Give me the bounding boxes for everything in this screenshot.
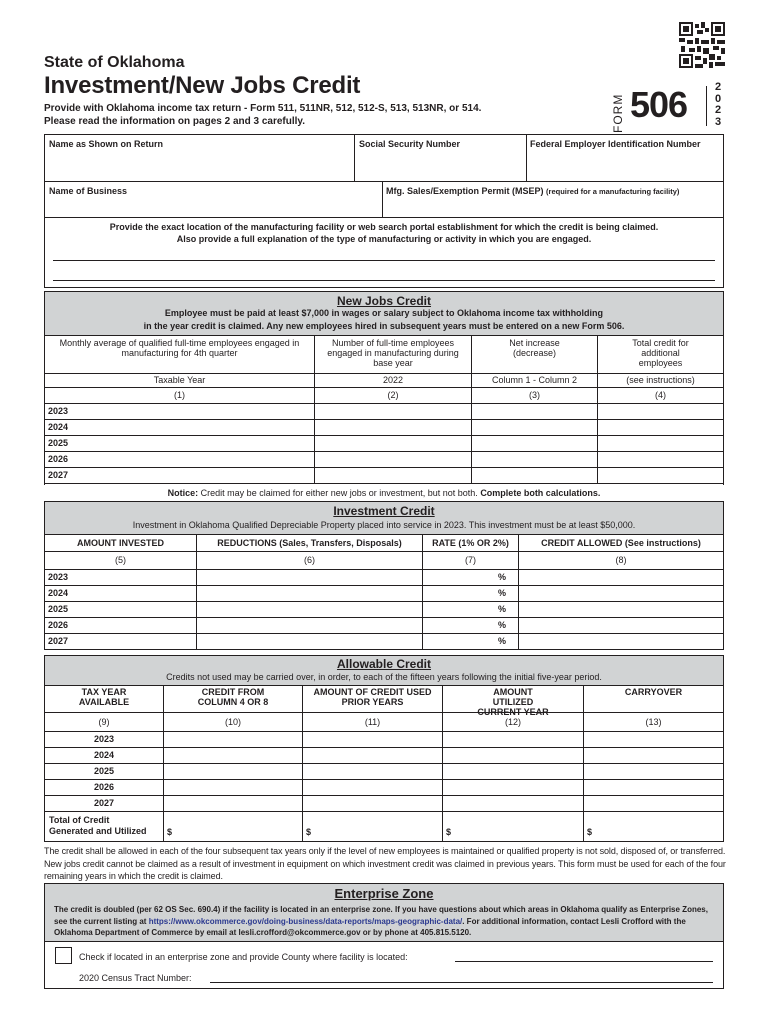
enterprise-text-1: The credit is doubled (per 62 OS Sec. 690.4) if the facility is located in an enterprise zone. If you have questions about which areas in Oklahoma qualify as Enterprise Zones, see the current listing at: [54, 905, 708, 926]
tax-year-digit: 2: [714, 104, 722, 116]
total-col13[interactable]: [584, 812, 723, 842]
al-col12-num: (12): [443, 713, 584, 732]
census-tract-field[interactable]: [210, 982, 713, 983]
inv-input[interactable]: [519, 634, 723, 650]
inv-year: 2027: [45, 634, 197, 650]
nj-input[interactable]: [598, 404, 723, 420]
nj-input[interactable]: [315, 404, 472, 420]
inv-rate[interactable]: [423, 634, 519, 650]
location-box: [44, 218, 724, 288]
dollar-sign: $: [446, 827, 452, 837]
identification-box: [44, 134, 724, 218]
nj-input[interactable]: [472, 452, 598, 468]
table-row: [45, 468, 723, 484]
enterprise-zone-header: [45, 884, 723, 942]
nj-input[interactable]: [472, 404, 598, 420]
ssn-field[interactable]: [355, 135, 527, 182]
al-input[interactable]: [584, 732, 723, 748]
inv-rate[interactable]: [423, 570, 519, 586]
nj-col3-sub: Column 1 - Column 2: [472, 374, 598, 388]
inv-col7-num: (7): [423, 552, 519, 570]
name-on-return-label: Name as Shown on Return: [49, 139, 164, 149]
inv-col5-head: AMOUNT INVESTED: [45, 535, 197, 552]
total-row: [45, 812, 723, 842]
inv-year: 2026: [45, 618, 197, 634]
al-input[interactable]: [303, 748, 443, 764]
allowable-header: [44, 655, 724, 686]
percent-sign: %: [497, 636, 506, 646]
nj-col1-head: Monthly average of qualified full-time employees engaged in manufacturing for 4th quarter: [45, 336, 315, 374]
al-col9-num: (9): [45, 713, 164, 732]
qr-code: [679, 22, 725, 68]
header-instruction-2: Please read the information on pages 2 and 3 carefully.: [44, 116, 306, 127]
table-row: [45, 732, 723, 748]
nj-year: 2025: [45, 436, 315, 452]
percent-sign: %: [497, 572, 506, 582]
nj-input[interactable]: [315, 468, 472, 484]
investment-table: [44, 535, 724, 650]
investment-header: [44, 501, 724, 535]
al-input[interactable]: [584, 764, 723, 780]
nj-input[interactable]: [598, 436, 723, 452]
inv-col6-head: REDUCTIONS (Sales, Transfers, Disposals): [197, 535, 423, 552]
investment-title: Investment Credit: [333, 504, 435, 518]
nj-col2-head: Number of full-time employees engaged in manufacturing during base year: [315, 336, 472, 374]
table-row: [45, 420, 723, 436]
inv-input[interactable]: [197, 586, 423, 602]
dollar-sign: $: [587, 827, 593, 837]
al-input[interactable]: [164, 748, 303, 764]
al-col11-head: AMOUNT OF CREDIT USED PRIOR YEARS: [303, 686, 443, 713]
notice-text: Credit may be claimed for either new jobs or investment, but not both.: [198, 488, 481, 498]
al-year: 2023: [45, 732, 164, 748]
al-year: 2025: [45, 764, 164, 780]
table-row: [45, 618, 723, 634]
enterprise-text-2: . For additional information, contact Lesli Crofford with the Oklahoma Department of Commerce by email at lesli.crofford@okcommerce.gov or by phone at 405.815.5120.: [54, 916, 686, 937]
inv-input[interactable]: [519, 618, 723, 634]
fein-field[interactable]: [527, 135, 723, 182]
al-input[interactable]: [303, 764, 443, 780]
inv-input[interactable]: [197, 602, 423, 618]
inv-input[interactable]: [197, 634, 423, 650]
al-input[interactable]: [164, 780, 303, 796]
location-instruction-2: Also provide a full explanation of the type of manufacturing or activity in which you are engaged.: [176, 234, 592, 244]
table-row: [45, 404, 723, 420]
total-label-line-2: Generated and Utilized: [49, 826, 147, 836]
nj-input[interactable]: [472, 468, 598, 484]
nj-input[interactable]: [598, 420, 723, 436]
msep-label: Mfg. Sales/Exemption Permit (MSEP): [386, 186, 544, 196]
al-col13-num: (13): [584, 713, 723, 732]
enterprise-zone-box: [44, 883, 724, 989]
nj-col2-sub: 2022: [315, 374, 472, 388]
inv-col5-num: (5): [45, 552, 197, 570]
enterprise-zone-title: Enterprise Zone: [334, 886, 434, 901]
percent-sign: %: [497, 588, 506, 598]
location-instruction-1: Provide the exact location of the manufacturing facility or web search portal establishment for which the credit is being claimed.: [109, 222, 659, 232]
total-col11[interactable]: [303, 812, 443, 842]
nj-col3-head: Net increase (decrease): [472, 336, 598, 374]
table-row: [45, 436, 723, 452]
al-year: 2027: [45, 796, 164, 812]
tax-year: [713, 82, 723, 128]
total-col10[interactable]: [164, 812, 303, 842]
dollar-sign: $: [306, 827, 312, 837]
table-row: [45, 570, 723, 586]
inv-year: 2025: [45, 602, 197, 618]
nj-col2-num: (2): [315, 388, 472, 404]
al-input[interactable]: [443, 764, 584, 780]
enterprise-zone-text: [54, 904, 717, 939]
allowable-title: Allowable Credit: [336, 657, 431, 671]
al-col10-num: (10): [164, 713, 303, 732]
nj-year: 2023: [45, 404, 315, 420]
al-input[interactable]: [443, 732, 584, 748]
nj-col3-num: (3): [472, 388, 598, 404]
inv-year: 2024: [45, 586, 197, 602]
al-input[interactable]: [443, 748, 584, 764]
inv-input[interactable]: [519, 602, 723, 618]
nj-col4-head: Total credit for additional employees: [598, 336, 723, 374]
inv-input[interactable]: [197, 570, 423, 586]
nj-input[interactable]: [315, 452, 472, 468]
nj-input[interactable]: [315, 436, 472, 452]
inv-col8-num: (8): [519, 552, 723, 570]
total-label: [45, 812, 164, 842]
inv-input[interactable]: [519, 586, 723, 602]
al-input[interactable]: [443, 796, 584, 812]
al-col13-head: CARRYOVER: [584, 686, 723, 713]
inv-input[interactable]: [519, 570, 723, 586]
al-col9-head: TAX YEAR AVAILABLE: [45, 686, 164, 713]
new-jobs-title: New Jobs Credit: [336, 294, 432, 308]
al-input[interactable]: [303, 732, 443, 748]
census-tract-label: 2020 Census Tract Number:: [79, 973, 192, 983]
form-title: Investment/New Jobs Credit: [44, 72, 361, 99]
al-input[interactable]: [303, 796, 443, 812]
al-input[interactable]: [584, 796, 723, 812]
fein-label: Federal Employer Identification Number: [530, 139, 701, 149]
al-col11-num: (11): [303, 713, 443, 732]
al-input[interactable]: [164, 732, 303, 748]
inv-col8-head: CREDIT ALLOWED (See instructions): [519, 535, 723, 552]
allowable-subtitle: Credits not used may be carried over, in order, to each of the fifteen years following the initial five-year period.: [166, 672, 602, 682]
location-line-2[interactable]: [53, 280, 715, 281]
table-row: [45, 586, 723, 602]
al-input[interactable]: [584, 748, 723, 764]
msep-note: (required for a manufacturing facility): [546, 187, 680, 196]
nj-col4-num: (4): [598, 388, 723, 404]
total-col12[interactable]: [443, 812, 584, 842]
nj-input[interactable]: [598, 468, 723, 484]
new-jobs-table: [44, 336, 724, 485]
nj-input[interactable]: [472, 420, 598, 436]
nj-col1-num: (1): [45, 388, 315, 404]
nj-year: 2027: [45, 468, 315, 484]
investment-subtitle: Investment in Oklahoma Qualified Depreciable Property placed into service in 2023. This investment must be at least $50,000.: [132, 520, 636, 530]
al-col12-head: AMOUNT UTILIZED CURRENT YEAR: [443, 686, 584, 713]
header-instruction-1: Provide with Oklahoma income tax return - Form 511, 511NR, 512, 512-S, 513, 513NR, or 514.: [44, 103, 482, 114]
al-input[interactable]: [443, 780, 584, 796]
tax-year-digit: 0: [714, 92, 722, 105]
percent-sign: %: [497, 604, 506, 614]
msep-field[interactable]: [383, 182, 723, 217]
inv-col6-num: (6): [197, 552, 423, 570]
al-input[interactable]: [164, 796, 303, 812]
enterprise-zone-checkbox[interactable]: [55, 947, 72, 964]
al-col10-head: CREDIT FROM COLUMN 4 OR 8: [164, 686, 303, 713]
nj-input[interactable]: [315, 420, 472, 436]
inv-col7-head: RATE (1% OR 2%): [423, 535, 519, 552]
al-input[interactable]: [584, 780, 723, 796]
table-row: [45, 780, 723, 796]
notice-bold: Complete both calculations.: [480, 488, 601, 498]
nj-year: 2026: [45, 452, 315, 468]
tax-year-digit: 3: [714, 115, 722, 128]
enterprise-zone-link[interactable]: https://www.okcommerce.gov/doing-business/data-reports/maps-geographic-data/: [148, 916, 463, 926]
inv-rate[interactable]: [423, 618, 519, 634]
location-line-1[interactable]: [53, 260, 715, 261]
al-input[interactable]: [303, 780, 443, 796]
county-field[interactable]: [455, 961, 713, 962]
total-label-line-1: Total of Credit: [49, 815, 110, 825]
state-name: State of Oklahoma: [44, 54, 185, 71]
nj-input[interactable]: [598, 452, 723, 468]
new-jobs-subtitle-2: in the year credit is claimed. Any new employees hired in subsequent years must be entered on a new Form 506.: [143, 321, 625, 331]
name-on-return-field[interactable]: [45, 135, 355, 182]
form-label: FORM: [611, 93, 625, 133]
inv-year: 2023: [45, 570, 197, 586]
nj-input[interactable]: [472, 436, 598, 452]
inv-rate[interactable]: [423, 586, 519, 602]
nj-col1-sub: Taxable Year: [45, 374, 315, 388]
business-name-label: Name of Business: [49, 186, 128, 196]
table-row: [45, 748, 723, 764]
nj-year: 2024: [45, 420, 315, 436]
nj-col4-sub: (see instructions): [598, 374, 723, 388]
business-name-field[interactable]: [45, 182, 383, 217]
notice-label: Notice:: [167, 488, 199, 498]
form-number: 506: [630, 84, 688, 125]
al-input[interactable]: [164, 764, 303, 780]
form-number-divider: [706, 86, 707, 126]
new-jobs-subtitle-1: Employee must be paid at least $7,000 in wages or salary subject to Oklahoma income tax withholding: [164, 308, 604, 318]
table-row: [45, 796, 723, 812]
al-year: 2026: [45, 780, 164, 796]
ssn-label: Social Security Number: [359, 139, 461, 149]
notice: [44, 488, 724, 498]
table-row: [45, 634, 723, 650]
percent-sign: %: [497, 620, 506, 630]
inv-input[interactable]: [197, 618, 423, 634]
allowable-table: [44, 686, 724, 842]
enterprise-zone-check-label: Check if located in an enterprise zone and provide County where facility is located:: [79, 952, 408, 962]
table-row: [45, 452, 723, 468]
dollar-sign: $: [167, 827, 173, 837]
new-jobs-header: [44, 291, 724, 336]
inv-rate[interactable]: [423, 602, 519, 618]
tax-year-digit: 2: [714, 81, 722, 93]
al-year: 2024: [45, 748, 164, 764]
footnote: The credit shall be allowed in each of the four subsequent tax years only if the level of new employees is maintained or qualified property is not sold, disposed of, or transferred. New jobs credit cannot be claimed as a result of investment in equipment on which investment credit was claimed in previous years. This form must be used for each of the four remaining years in which the credit is claimed.: [44, 846, 726, 881]
table-row: [45, 764, 723, 780]
table-row: [45, 602, 723, 618]
